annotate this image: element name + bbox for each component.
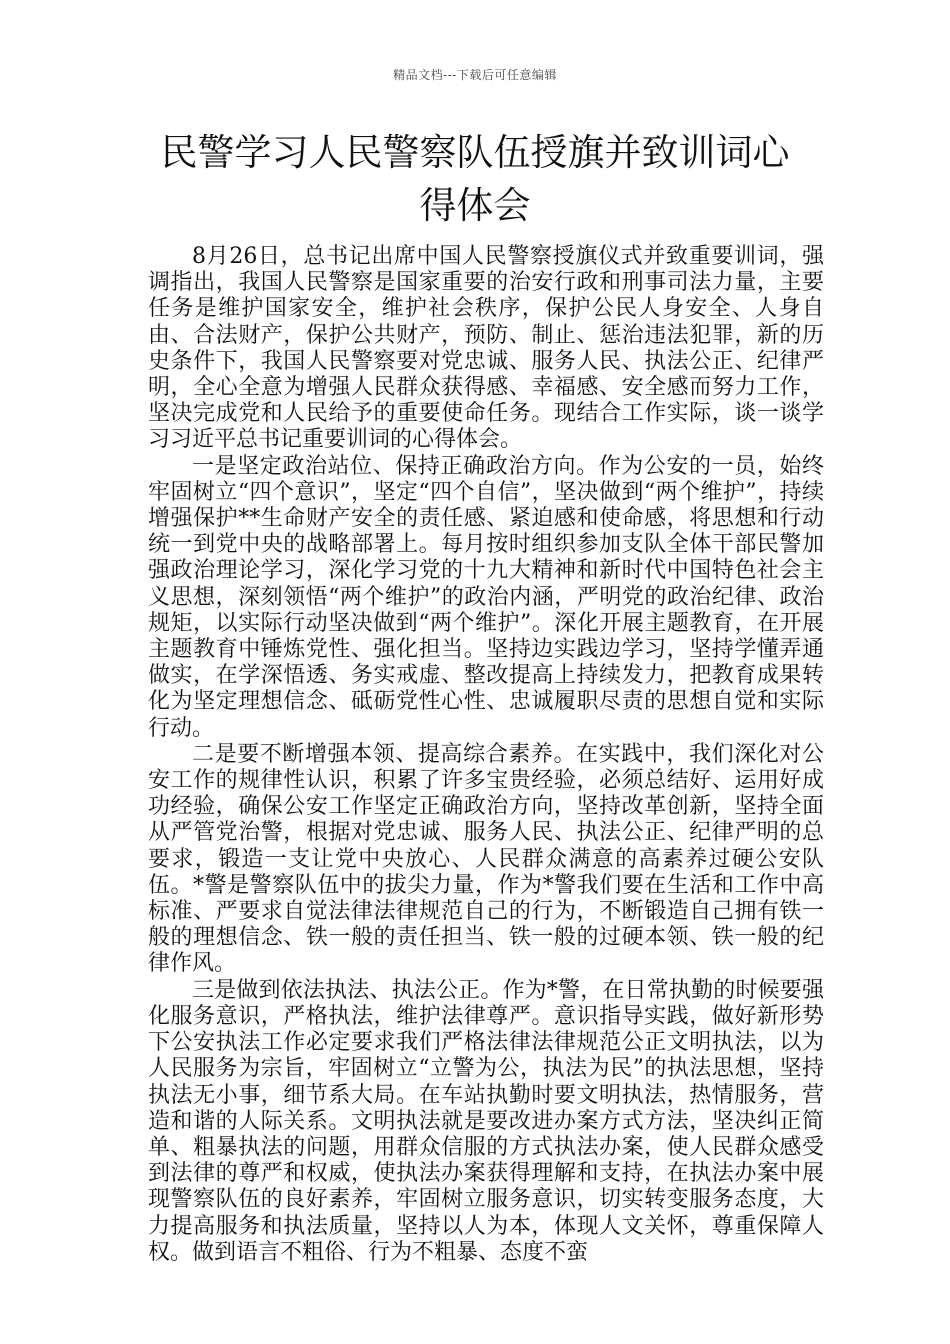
document-title: 民警学习人民警察队伍授旗并致训词心得体会 <box>160 131 790 227</box>
document-body <box>148 244 824 1266</box>
paragraph-point-one: 一是坚定政治站位、保持正确政治方向。作为公安的一员，始终牢固树立“四个意识”，坚定“四个自信”，坚决做到“两个维护”，持续增强保护**生命财产安全的责任感、紧迫感和使命感，将思想和行动统一到党中央的战略部署上。每月按时组织参加支队全体干部民警加强政治理论学习，深化学习党的十九大精神和新时代中国特色社会主义思想，深刻领悟“两个维护”的政治内涵，严明党的政治纪律、政治规矩，以实际行动坚决做到“两个维护”。深化开展主题教育，在开展主题教育中锤炼党性、强化担当。坚持边实践边学习，坚持学懂弄通做实，在学深悟透、务实戒虚、整改提高上持续发力，把教育成果转化为坚定理想信念、砥砺党性心性、忠诚履职尽责的思想自觉和实际行动。 <box>148 453 824 741</box>
page-header: 精品文档---下载后可任意编辑 <box>393 68 557 82</box>
paragraph-point-two: 二是要不断增强本领、提高综合素养。在实践中，我们深化对公安工作的规律性认识，积累了许多宝贵经验，必须总结好、运用好成功经验，确保公安工作坚定正确政治方向，坚持改革创新，坚持全面从严管党治警，根据对党忠诚、服务人民、执法公正、纪律严明的总要求，锻造一支让党中央放心、人民群众满意的高素养过硬公安队伍。*警是警察队伍中的拔尖力量，作为*警我们要在生活和工作中高标准、严要求自觉法律法律规范自己的行为，不断锻造自己拥有铁一般的理想信念、铁一般的责任担当、铁一般的过硬本领、铁一般的纪律作风。 <box>148 741 824 977</box>
paragraph-point-three: 三是做到依法执法、执法公正。作为*警，在日常执勤的时候要强化服务意识，严格执法，维护法律尊严。意识指导实践，做好新形势下公安执法工作必定要求我们严格法律法律规范公正文明执法，以为人民服务为宗旨，牢固树立“立警为公，执法为民”的执法思想，坚持执法无小事，细节系大局。在车站执勤时要文明执法，热情服务，营造和谐的人际关系。文明执法就是要改进办案方式方法，坚决纠正简单、粗暴执法的问题，用群众信服的方式执法办案，使人民群众感受到法律的尊严和权威，使执法办案获得理解和支持，在执法办案中展现警察队伍的良好素养，牢固树立服务意识，切实转变服务态度，大力提高服务和执法质量，坚持以人为本，体现人文关怀，尊重保障人权。做到语言不粗俗、行为不粗暴、态度不蛮 <box>148 977 824 1265</box>
paragraph-intro: 8月26日，总书记出席中国人民警察授旗仪式并致重要训词，强调指出，我国人民警察是国家重要的治安行政和刑事司法力量，主要任务是维护国家安全，维护社会秩序，保护公民人身安全、人身自由、合法财产，保护公共财产，预防、制止、惩治违法犯罪，新的历史条件下，我国人民警察要对党忠诚、服务人民、执法公正、纪律严明，全心全意为增强人民群众获得感、幸福感、安全感而努力工作，坚决完成党和人民给予的重要使命任务。现结合工作实际，谈一谈学习习近平总书记重要训词的心得体会。 <box>148 244 824 453</box>
